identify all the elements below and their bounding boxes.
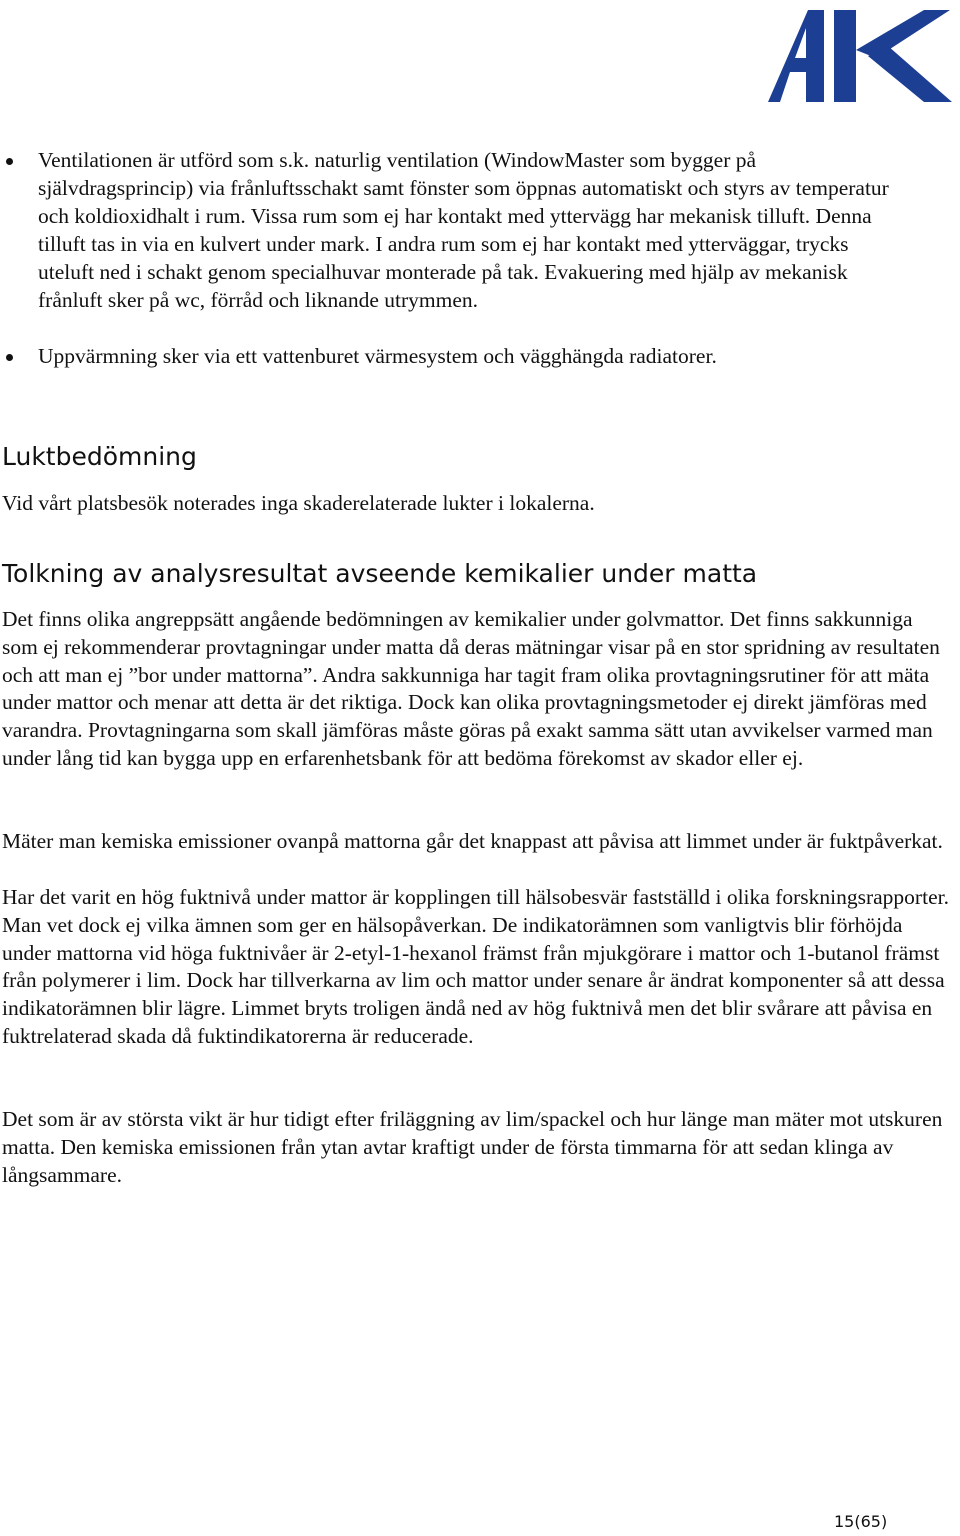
analysis-paragraph-2: Mäter man kemiska emissioner ovanpå mattorna går det knappast att påvisa att limmet under är fuktpåverkat. <box>2 829 943 853</box>
bullet-dot-icon <box>6 158 13 165</box>
heading-odor: Luktbedömning <box>2 442 197 471</box>
analysis-paragraph-1: Det finns olika angreppsätt angående bedömningen av kemikalier under golvmattor. Det finns sakkunniga som ej rekommenderar provtagningar under matta då deras mätningar visar på en stor spridning av resultaten och att man ej ”bor under mattorna”. Andra sakkunniga har tagit fram olika provtagningsrutiner för att mäta under mattor och menar att detta är det riktiga. Dock kan olika provtagningsmetoder ej direkt jämföras med varandra. Provtagningarna som skall jämföras måste göras på exakt samma sätt utan avvikelser varmed man under lång tid kan bygga upp en erfarenhetsbank för att bedöma förekomst av skador eller ej. <box>2 607 940 770</box>
page-number: 15(65) <box>834 1512 888 1531</box>
analysis-paragraph-4: Det som är av största vikt är hur tidigt efter friläggning av lim/spackel och hur länge man mäter mot utskuren matta. Den kemiska emissionen från ytan avtar kraftigt under de första timmarna för att sedan klinga av långsammare. <box>2 1107 943 1187</box>
ak-logo <box>764 6 956 104</box>
bullet-item-heating <box>0 342 900 370</box>
bullet-dot-icon <box>6 354 13 361</box>
bullet-text: Uppvärmning sker via ett vattenburet värmesystem och vägghängda radiatorer. <box>38 344 717 368</box>
bullet-item-ventilation <box>0 146 900 314</box>
bullet-text: Ventilationen är utförd som s.k. naturlig ventilation (WindowMaster som bygger på självdragsprincip) via frånluftsschakt samt fönster som öppnas automatiskt och styrs av temperatur och koldioxidhalt i rum. Vissa rum som ej har kontakt med yttervägg har mekanisk tilluft. Denna tilluft tas in via en kulvert under mark. I andra rum som ej har kontakt med ytterväggar, trycks uteluft ned i schakt genom specialhuvar monterade på tak. Evakuering med hjälp av mekanisk frånluft sker på wc, förråd och liknande utrymmen. <box>38 148 889 312</box>
odor-paragraph: Vid vårt platsbesök noterades inga skaderelaterade lukter i lokalerna. <box>2 491 595 515</box>
analysis-paragraph-3: Har det varit en hög fuktnivå under mattor är kopplingen till hälsobesvär fastställd i olika forskningsrapporter. Man vet dock ej vilka ämnen som ger en hälsopåverkan. De indikatorämnen som vanligtvis blir förhöjda under mattorna vid höga fuktnivåer är 2-etyl-1-hexanol främst från mjukgörare i mattor och 1-butanol främst från polymerer i lim. Dock har tillverkarna av lim och mattor under senare år ändrat komponenter så att dessa indikatorämnen blir lägre. Limmet bryts troligen ändå ned av hög fuktnivå men det blir svårare att påvisa en fuktrelaterad skada då fuktindikatorerna är reducerade. <box>2 885 949 1048</box>
bullet-list <box>0 146 900 398</box>
heading-analysis: Tolkning av analysresultat avseende kemikalier under matta <box>2 559 758 588</box>
